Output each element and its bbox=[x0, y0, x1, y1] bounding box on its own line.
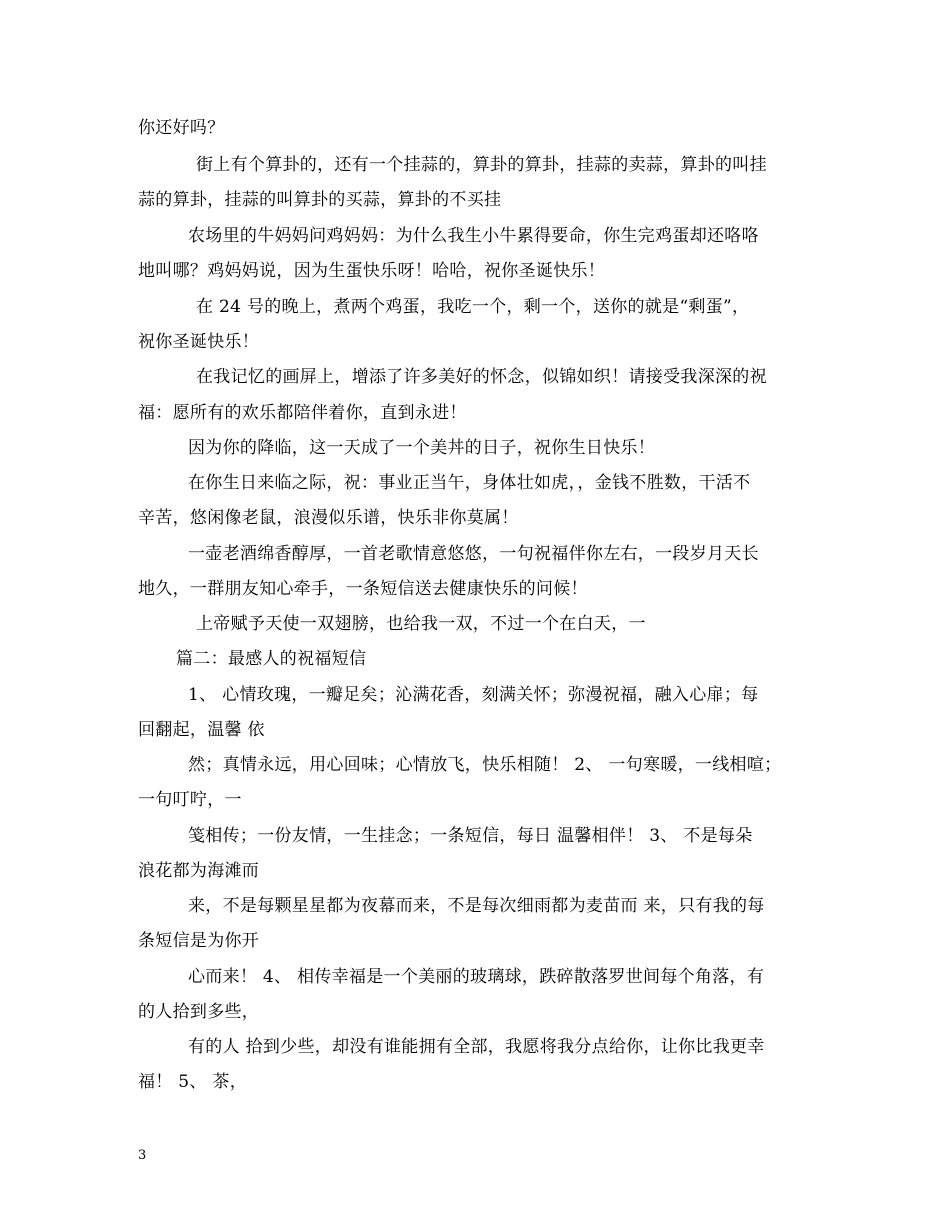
text-line: 地叫哪？鸡妈妈说，因为生蛋快乐呀！哈哈，祝你圣诞快乐！ bbox=[138, 261, 606, 281]
text-line: 一句叮咛，一 bbox=[138, 790, 242, 810]
text-line: 有的人 拾到少些，却没有谁能拥有全部，我愿将我分点给你，让你比我更幸 bbox=[188, 1037, 765, 1057]
text-line: 一壶老酒绵香醇厚，一首老歌情意悠悠，一句祝福伴你左右，一段岁月天长 bbox=[188, 544, 759, 564]
text-line: 的人拾到多些， bbox=[138, 1002, 260, 1022]
text-line: 农场里的牛妈妈问鸡妈妈：为什么我生小牛累得要命，你生完鸡蛋却还咯咯 bbox=[188, 226, 759, 246]
text-line: 辛苦，悠闲像老鼠，浪漫似乐谱，快乐非你莫属！ bbox=[138, 508, 519, 528]
text-line: 你还好吗？ bbox=[138, 118, 225, 138]
text-line: 在你生日来临之际，祝：事业正当午，身体壮如虎，，金钱不胜数，干活不 bbox=[188, 473, 751, 493]
text-line: 回翻起，温馨 依 bbox=[138, 720, 265, 740]
page-number: 3 bbox=[138, 1148, 147, 1163]
text-line: 上帝赋予天使一双翅膀，也给我一双，不过一个在白天，一 bbox=[196, 614, 646, 634]
text-line: 笺相传；一份友情，一生挂念；一条短信，每日 温馨相伴！ 3、 不是每朵 bbox=[188, 826, 753, 846]
text-line: 蒜的算卦，挂蒜的叫算卦的买蒜，算卦的不买挂 bbox=[138, 190, 502, 210]
section-heading: 篇二：最感人的祝福短信 bbox=[176, 649, 367, 669]
text-line: 祝你圣诞快乐！ bbox=[138, 332, 260, 352]
text-line: 街上有个算卦的，还有一个挂蒜的，算卦的算卦，挂蒜的卖蒜，算卦的叫挂 bbox=[196, 155, 767, 175]
text-line: 心而来！ 4、 相传幸福是一个美丽的玻璃球，跌碎散落罗世间每个角落，有 bbox=[188, 967, 765, 987]
text-line: 地久，一群朋友知心牵手，一条短信送去健康快乐的问候！ bbox=[138, 579, 588, 599]
text-line: 在我记忆的画屏上，增添了许多美好的怀念，似锦如织！请接受我深深的祝 bbox=[196, 367, 767, 387]
text-line: 1、 心情玫瑰，一瓣足矣；沁满花香，刻满关怀；弥漫祝福，融入心扉；每 bbox=[188, 685, 759, 705]
text-line: 福：愿所有的欢乐都陪伴着你，直到永进！ bbox=[138, 403, 467, 423]
text-line: 来，不是每颗星星都为夜幕而来，不是每次细雨都为麦苗而 来，只有我的每 bbox=[188, 896, 765, 916]
text-line: 福！ 5、 茶， bbox=[138, 1072, 248, 1092]
text-line: 因为你的降临，这一天成了一个美丼的日子，祝你生日快乐！ bbox=[188, 438, 656, 458]
text-line: 在 24 号的晚上，煮两个鸡蛋，我吃一个，剩一个，送你的就是“剩蛋”， bbox=[196, 297, 750, 317]
text-line: 浪花都为海滩而 bbox=[138, 861, 260, 881]
text-line: 然；真情永远，用心回味；心情放飞，快乐相随！ 2、 一句寒暖，一线相喧； bbox=[188, 755, 782, 775]
text-line: 条短信是为你开 bbox=[138, 931, 260, 951]
